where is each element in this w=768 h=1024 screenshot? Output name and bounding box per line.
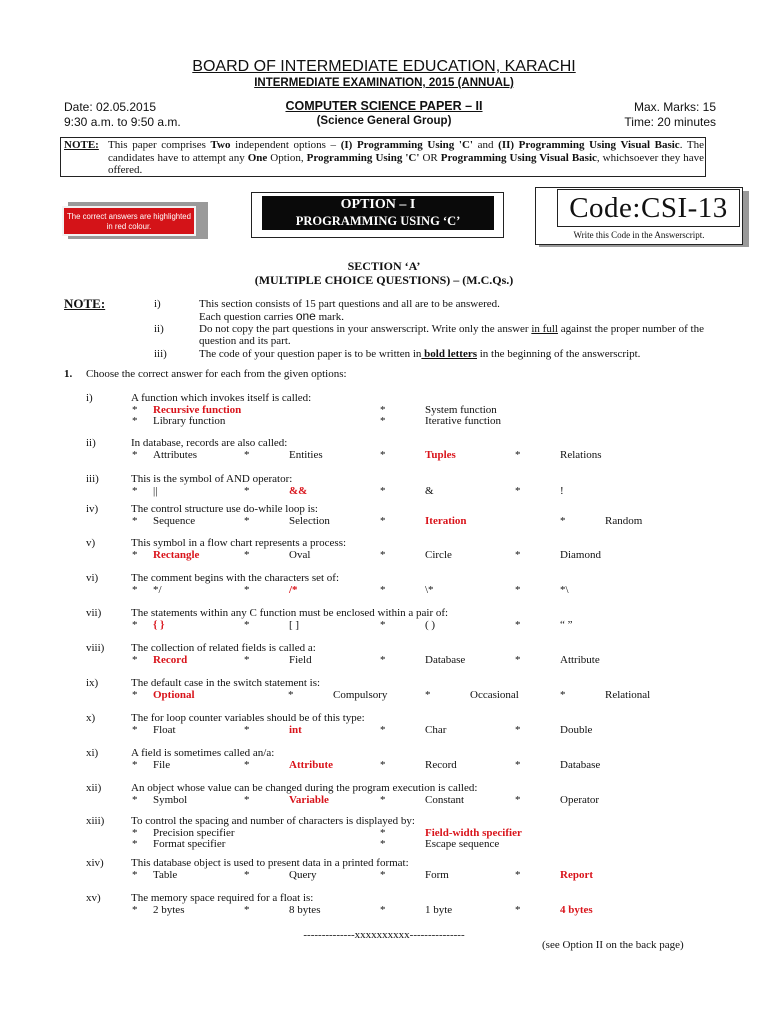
option-bullet: * — [515, 584, 521, 596]
answer-option: & — [425, 485, 434, 497]
answers-highlight-badge: The correct answers are highlighted in red colour. — [62, 206, 196, 236]
answer-option: Field — [289, 654, 312, 666]
answer-option: */ — [153, 584, 162, 596]
answer-option: Table — [153, 869, 178, 881]
correct-answer: Report — [560, 869, 593, 881]
question-text: The statements within any C function must be enclosed within a pair of: — [131, 607, 449, 619]
section-note-num: i) — [154, 298, 161, 310]
option-bullet: * — [380, 827, 386, 839]
answer-option: 1 byte — [425, 904, 453, 916]
option-bullet: * — [244, 549, 250, 561]
answer-option: ( ) — [425, 619, 436, 631]
question-number: viii) — [86, 642, 105, 654]
option-bullet: * — [132, 869, 138, 881]
question-text: The for loop counter variables should be of this type: — [131, 712, 365, 724]
question-number: iv) — [86, 503, 99, 515]
option-bullet: * — [380, 584, 386, 596]
correct-answer: Iteration — [425, 515, 467, 527]
option-bullet: * — [380, 724, 386, 736]
section-note-num: ii) — [154, 323, 164, 335]
option-bullet: * — [380, 759, 386, 771]
option-bullet: * — [380, 404, 386, 416]
answer-option: Constant — [425, 794, 465, 806]
question-text: To control the spacing and number of characters is displayed by: — [131, 815, 415, 827]
answer-option: Relational — [605, 689, 651, 701]
question-text: This is the symbol of AND operator: — [131, 473, 293, 485]
option-bullet: * — [244, 724, 250, 736]
answer-option: Float — [153, 724, 176, 736]
question-number: i) — [86, 392, 93, 404]
option-bullet: * — [515, 724, 521, 736]
question-number: 1. — [64, 368, 73, 380]
question-text: A function which invokes itself is called: — [131, 392, 312, 404]
answer-option: “ ” — [560, 619, 573, 631]
section-subtitle: (MULTIPLE CHOICE QUESTIONS) – (M.C.Qs.) — [254, 273, 514, 287]
answer-option: Sequence — [153, 515, 196, 527]
answer-option: Query — [289, 869, 317, 881]
paper-title: COMPUTER SCIENCE PAPER – II — [285, 99, 483, 113]
answer-option: 2 bytes — [153, 904, 185, 916]
correct-answer: Attribute — [289, 759, 333, 771]
option-bullet: * — [132, 794, 138, 806]
correct-answer: Field-width specifier — [425, 827, 522, 839]
correct-answer: Recursive function — [153, 404, 242, 416]
question-text: In database, records are also called: — [131, 437, 288, 449]
answer-option: Relations — [560, 449, 602, 461]
question-number: xii) — [86, 782, 102, 794]
back-page-note: (see Option II on the back page) — [542, 939, 684, 951]
answer-option: *\ — [560, 584, 569, 596]
option-bullet: * — [380, 904, 386, 916]
option-bullet: * — [132, 449, 138, 461]
correct-answer: int — [289, 724, 302, 736]
answer-option: Attribute — [560, 654, 600, 666]
question-text: This symbol in a flow chart represents a process: — [131, 537, 347, 549]
option-bullet: * — [244, 449, 250, 461]
answer-option: Precision specifier — [153, 827, 235, 839]
code-note: Write this Code in the Answerscript. — [573, 230, 705, 240]
board-title: BOARD OF INTERMEDIATE EDUCATION, KARACHI — [192, 58, 576, 75]
question-number: xi) — [86, 747, 99, 759]
option-bullet: * — [244, 515, 250, 527]
answer-option: Char — [425, 724, 447, 736]
max-marks: Max. Marks: 15 — [633, 100, 716, 114]
question-text: This database object is used to present data in a printed format: — [131, 857, 409, 869]
answer-option: Operator — [560, 794, 600, 806]
note-text: This paper comprises Two independent options – (I) Programming Using 'C' and (II) Programming Using Visual Basic. The candidates have to attempt any One Option, Programming Using 'C' OR Programming Using Visual Basic, whichsoever they have offered. — [108, 139, 705, 177]
question-number: xv) — [86, 892, 101, 904]
option-bullet: * — [515, 449, 521, 461]
option-bullet: * — [515, 904, 521, 916]
question-number: v) — [86, 537, 96, 549]
option-bullet: * — [132, 515, 138, 527]
answer-option: Entities — [289, 449, 323, 461]
answer-option: Occasional — [470, 689, 519, 701]
option-bullet: * — [132, 904, 138, 916]
question-number: x) — [86, 712, 96, 724]
correct-answer: && — [289, 485, 308, 497]
option-bullet: * — [380, 794, 386, 806]
section-title: SECTION ‘A’ — [347, 259, 421, 273]
option-bullet: * — [425, 689, 431, 701]
option-subtitle: PROGRAMMING USING ‘C’ — [262, 213, 494, 230]
option-bullet: * — [132, 689, 138, 701]
option-title: OPTION – I — [262, 196, 494, 213]
question-text: The control structure use do-while loop is: — [131, 503, 318, 515]
answer-option: || — [153, 485, 158, 497]
answer-option: Format specifier — [153, 838, 226, 850]
option-bullet: * — [515, 549, 521, 561]
correct-answer: /* — [289, 584, 298, 596]
option-bullet: * — [380, 485, 386, 497]
option-bullet: * — [380, 619, 386, 631]
option-bullet: * — [515, 485, 521, 497]
option-bullet: * — [244, 869, 250, 881]
option-bullet: * — [380, 654, 386, 666]
exam-title: INTERMEDIATE EXAMINATION, 2015 (ANNUAL) — [254, 77, 514, 89]
option-bullet: * — [132, 404, 138, 416]
question-number: xiii) — [86, 815, 105, 827]
answer-option: Database — [560, 759, 601, 771]
answer-option: Diamond — [560, 549, 601, 561]
question-number: iii) — [86, 473, 99, 485]
answer-option: Oval — [289, 549, 311, 561]
answer-option: File — [153, 759, 171, 771]
answer-option: Symbol — [153, 794, 188, 806]
correct-answer: Variable — [289, 794, 329, 806]
option-bullet: * — [515, 619, 521, 631]
option-bullet: * — [132, 584, 138, 596]
option-bullet: * — [244, 904, 250, 916]
option-bullet: * — [132, 654, 138, 666]
answer-option: Escape sequence — [425, 838, 500, 850]
question-number: ii) — [86, 437, 96, 449]
exam-date: Date: 02.05.2015 — [64, 100, 157, 114]
question-text: A field is sometimes called an/a: — [131, 747, 275, 759]
option-bullet: * — [244, 584, 250, 596]
option-bullet: * — [515, 759, 521, 771]
question-instruction: Choose the correct answer for each from the given options: — [86, 368, 347, 380]
option-bullet: * — [244, 759, 250, 771]
option-bullet: * — [515, 794, 521, 806]
answer-option: ! — [560, 485, 564, 497]
question-number: vi) — [86, 572, 99, 584]
paper-code: Code:CSI-13 — [569, 192, 728, 224]
option-bullet: * — [132, 415, 138, 427]
option-bullet: * — [132, 759, 138, 771]
option-bullet: * — [132, 549, 138, 561]
correct-answer: Optional — [153, 689, 195, 701]
option-bullet: * — [132, 485, 138, 497]
answer-option: Library function — [153, 415, 226, 427]
option-bullet: * — [244, 619, 250, 631]
answer-option: System function — [425, 404, 497, 416]
answer-option: Attributes — [153, 449, 197, 461]
correct-answer: 4 bytes — [560, 904, 593, 916]
option-bullet: * — [132, 619, 138, 631]
answer-option: Iterative function — [425, 415, 502, 427]
option-bullet: * — [244, 654, 250, 666]
option-bullet: * — [244, 794, 250, 806]
answer-option: \* — [425, 584, 434, 596]
answer-option: Compulsory — [333, 689, 388, 701]
option-bullet: * — [132, 827, 138, 839]
option-bullet: * — [244, 485, 250, 497]
answer-option: Form — [425, 869, 449, 881]
correct-answer: Rectangle — [153, 549, 200, 561]
answer-option: [ ] — [289, 619, 300, 631]
section-note-label: NOTE: — [64, 296, 106, 311]
correct-answer: { } — [153, 619, 165, 631]
question-text: An object whose value can be changed during the program execution is called: — [131, 782, 478, 794]
answer-option: Selection — [289, 515, 330, 527]
end-line: --------------xxxxxxxxxx--------------- — [303, 929, 465, 941]
answer-option: 8 bytes — [289, 904, 321, 916]
group-label: (Science General Group) — [316, 115, 452, 127]
section-note-num: iii) — [154, 348, 167, 360]
option-bullet: * — [380, 415, 386, 427]
answer-option: Double — [560, 724, 593, 736]
section-note-item: The code of your question paper is to be written in bold letters in the beginning of the answerscript. — [199, 348, 641, 360]
option-bullet: * — [560, 515, 566, 527]
option-bullet: * — [380, 515, 386, 527]
question-text: The collection of related fields is called a: — [131, 642, 316, 654]
duration: Time: 20 minutes — [624, 115, 716, 129]
option-bullet: * — [380, 869, 386, 881]
answer-option: Database — [425, 654, 466, 666]
answer-option: Random — [605, 515, 643, 527]
question-number: vii) — [86, 607, 102, 619]
option-bullet: * — [380, 449, 386, 461]
question-number: ix) — [86, 677, 99, 689]
exam-time: 9:30 a.m. to 9:50 a.m. — [64, 115, 181, 129]
note-label: NOTE: — [64, 139, 99, 151]
option-bullet: * — [288, 689, 294, 701]
option-bullet: * — [132, 838, 138, 850]
option-bullet: * — [380, 549, 386, 561]
option-bullet: * — [560, 689, 566, 701]
question-number: xiv) — [86, 857, 104, 869]
option-bullet: * — [515, 869, 521, 881]
option-bullet: * — [515, 654, 521, 666]
answer-option: Circle — [425, 549, 452, 561]
section-note-item: This section consists of 15 part questions and all are to be answered. Each question carries one mark. — [199, 298, 500, 324]
option-bullet: * — [132, 724, 138, 736]
answer-option: Record — [425, 759, 457, 771]
correct-answer: Tuples — [425, 449, 456, 461]
question-text: The default case in the switch statement is: — [131, 677, 321, 689]
section-note-item: Do not copy the part questions in your answerscript. Write only the answer in full against the proper number of the question and its part. — [199, 323, 704, 348]
option-bullet: * — [380, 838, 386, 850]
correct-answer: Record — [153, 654, 188, 666]
question-text: The comment begins with the characters set of: — [131, 572, 340, 584]
question-text: The memory space required for a float is: — [131, 892, 314, 904]
